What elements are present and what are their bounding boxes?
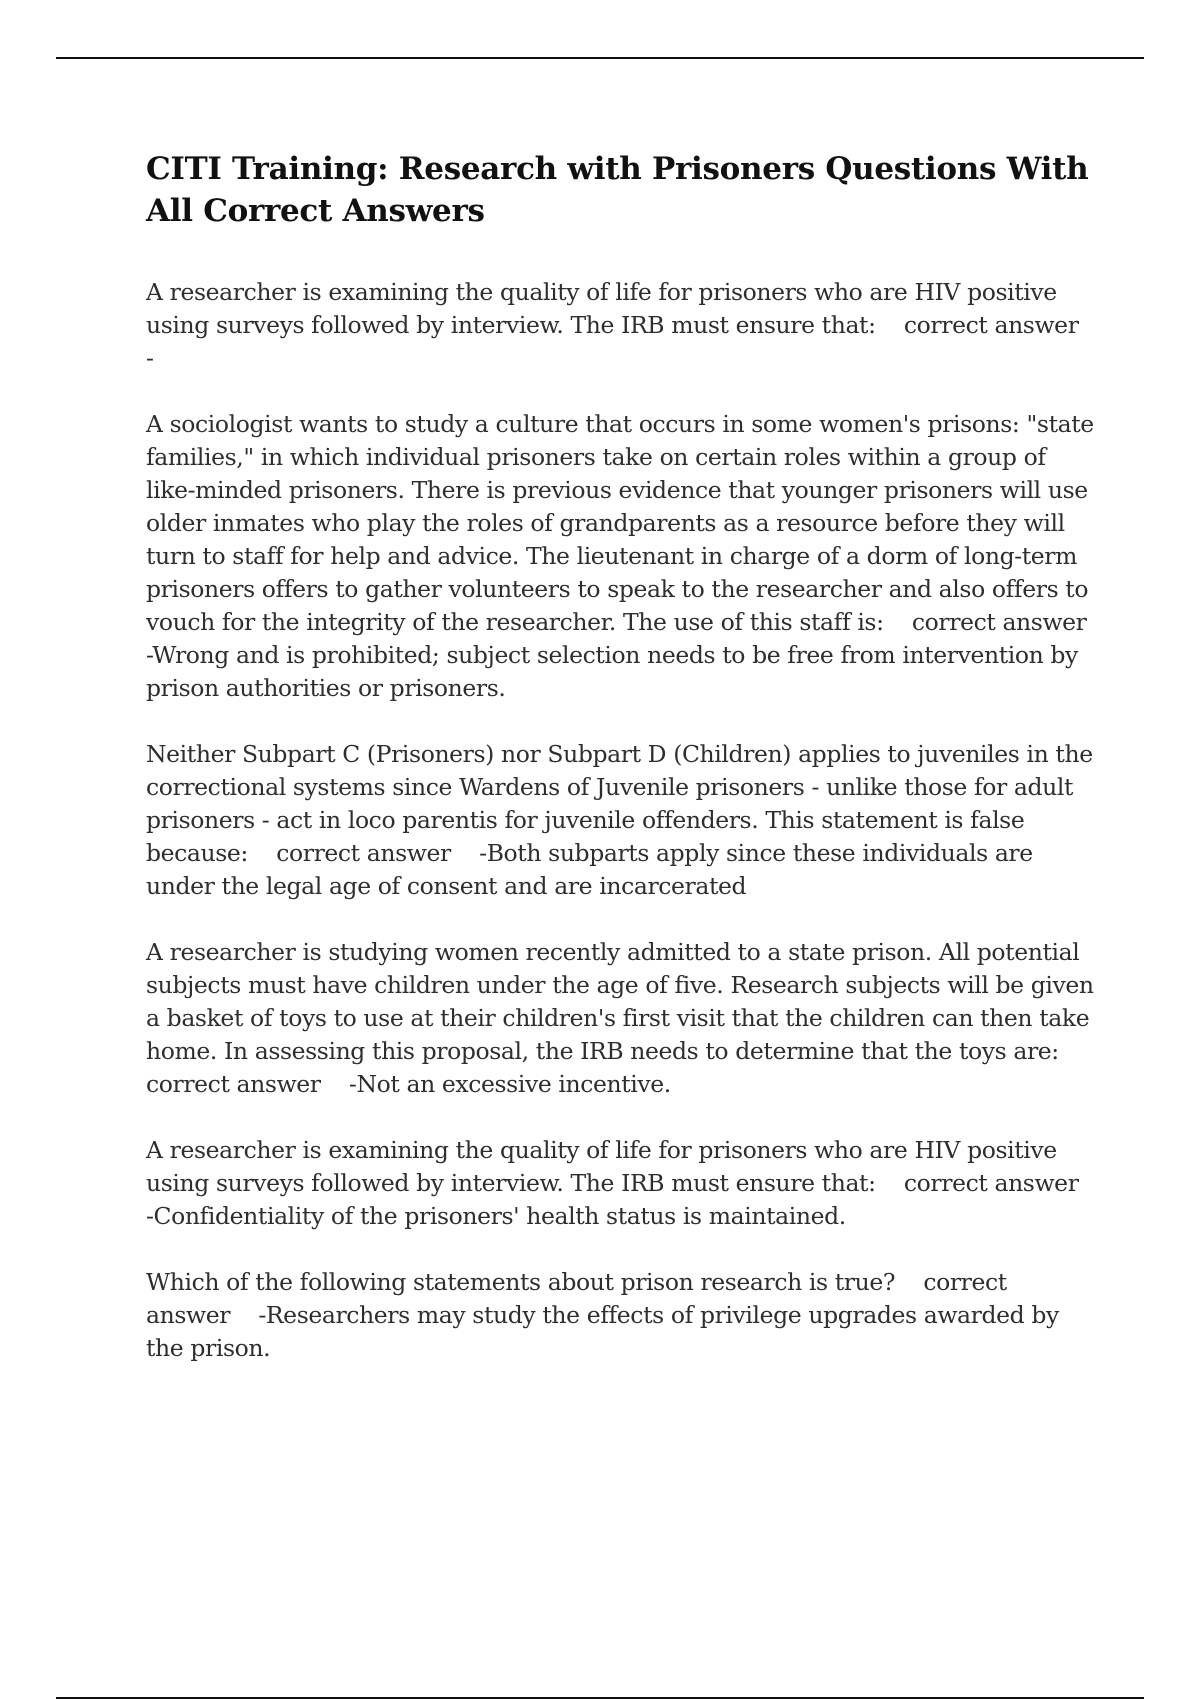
- answer-text: Researchers may study the effects of privilege upgrades awarded by the prison.: [146, 1301, 1066, 1362]
- qa-item-3: [146, 738, 1100, 903]
- qa-item-1: [146, 276, 1107, 375]
- qa-item-2: [146, 408, 1115, 705]
- question-text: Neither Subpart C (Prisoners) nor Subpart D (Children) applies to juveniles in the correctional systems since Wardens of Juvenile prisoners - unlike those for adult prisoners - act in loco parentis for juvenile offenders. This statement is false because:: [146, 740, 1100, 867]
- document-title: CITI Training: Research with Prisoners Questions With All Correct Answers: [146, 151, 1089, 229]
- bottom-rule: [56, 1697, 1144, 1699]
- answer-separator: correct answer -: [247, 839, 487, 867]
- answer-separator: correct answer -: [146, 1268, 1014, 1329]
- answer-separator: correct answer -: [146, 608, 1115, 669]
- top-rule: [56, 57, 1144, 59]
- answer-text: Not an excessive incentive.: [356, 1070, 671, 1098]
- answer-text: Both subparts apply since these individuals are under the legal age of consent and are incarcerated: [146, 839, 1040, 900]
- answer-text: Wrong and is prohibited; subject selection needs to be free from intervention by prison authorities or prisoners.: [146, 641, 1086, 702]
- answer-text: Confidentiality of the prisoners' health status is maintained.: [153, 1202, 846, 1230]
- question-text: A researcher is examining the quality of life for prisoners who are HIV positive using surveys followed by interview. The IRB must ensure that:: [146, 278, 1064, 339]
- qa-item-5: [146, 1134, 1107, 1233]
- answer-separator: correct answer -: [146, 1169, 1107, 1230]
- document-body: [146, 148, 1115, 1398]
- answer-separator: correct answer -: [146, 311, 1107, 372]
- question-text: Which of the following statements about prison research is true?: [146, 1268, 896, 1296]
- qa-item-6: [146, 1266, 1096, 1365]
- question-text: A sociologist wants to study a culture that occurs in some women's prisons: "state families," in which individual prisoners take on certain roles within a group of like-minded prisoners. There is previous evidence that younger prisoners will use older inmates who play the roles of grandparents as a resource before they will turn to staff for help and advice. The lieutenant in charge of a dorm of long-term prisoners offers to gather volunteers to speak to the researcher and also offers to vouch for the integrity of the researcher. The use of this staff is:: [146, 410, 1101, 636]
- question-text: A researcher is studying women recently admitted to a state prison. All potential subjects must have children under the age of five. Research subjects will be given a basket of toys to use at their children's first visit that the children can then take home. In assessing this proposal, the IRB needs to determine that the toys are:: [146, 938, 1101, 1065]
- answer-separator: correct answer -: [146, 1037, 1088, 1098]
- qa-item-4: [146, 936, 1101, 1101]
- question-text: A researcher is examining the quality of life for prisoners who are HIV positive using surveys followed by interview. The IRB must ensure that:: [146, 1136, 1064, 1197]
